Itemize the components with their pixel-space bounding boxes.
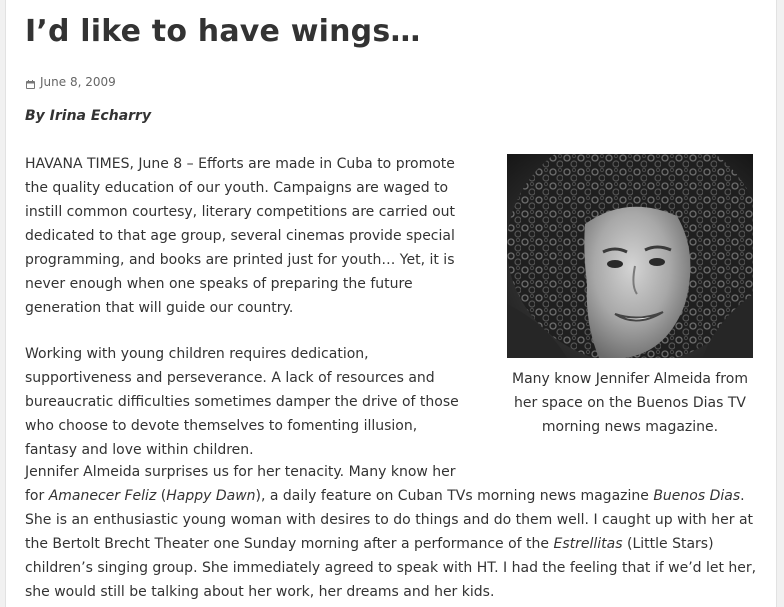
paragraph-3	[25, 460, 757, 604]
figure-caption: Many know Jennifer Almeida from her space on the Buenos Dias TV morning news magazine.	[512, 371, 748, 435]
paragraph-3-text: . She is an enthusiastic young woman with desires to do things and do them well. I caught up with her at the Bertolt Brecht Theater one Sunday morning after a performance of the	[25, 488, 754, 552]
portrait-photo	[507, 154, 753, 358]
byline: By Irina Echarry	[25, 108, 152, 124]
paragraph-1: HAVANA TIMES, June 8 – Efforts are made in Cuba to promote the quality education of our youth. Campaigns are waged to instill common courtesy, literary competitions are carried out dedicated to that age group, several cinemas provide special programming, and books are printed just for youth… Yet, it is never enough when one speaks of preparing the future generation that will guide our country.	[25, 156, 456, 316]
paragraph-3-text: ), a daily feature on Cuban TVs morning news magazine	[255, 488, 654, 504]
group-name: Estrellitas	[553, 536, 623, 552]
paragraph-2: Working with young children requires dedication, supportiveness and perseverance. A lack of resources and bureaucratic difficulties sometimes damper the drive of those who choose to devote themselves to fomenting illusion, fantasy and love within children.	[25, 346, 459, 458]
paragraph-3-text: (Little Stars) children’s singing group. She immediately agreed to speak with HT. I had the feeling that if we’d let her, she would still be talking about her work, her dreams and her kids.	[25, 536, 757, 600]
article-figure	[507, 154, 753, 439]
article	[5, 0, 777, 607]
paragraph-3-line-1: Jennifer Almeida surprises us for her tenacity. Many know her	[25, 464, 456, 480]
magazine-name: Buenos Dias	[653, 488, 741, 504]
post-date-text: June 8, 2009	[40, 75, 116, 89]
calendar-icon	[26, 78, 35, 87]
paragraph-3-text: for	[25, 488, 49, 504]
post-date[interactable]	[26, 75, 116, 89]
paragraph-3-text: (	[156, 488, 167, 504]
show-translation: Happy Dawn	[166, 488, 256, 504]
article-title: I’d like to have wings…	[25, 14, 421, 49]
show-name: Amanecer Feliz	[48, 488, 157, 504]
